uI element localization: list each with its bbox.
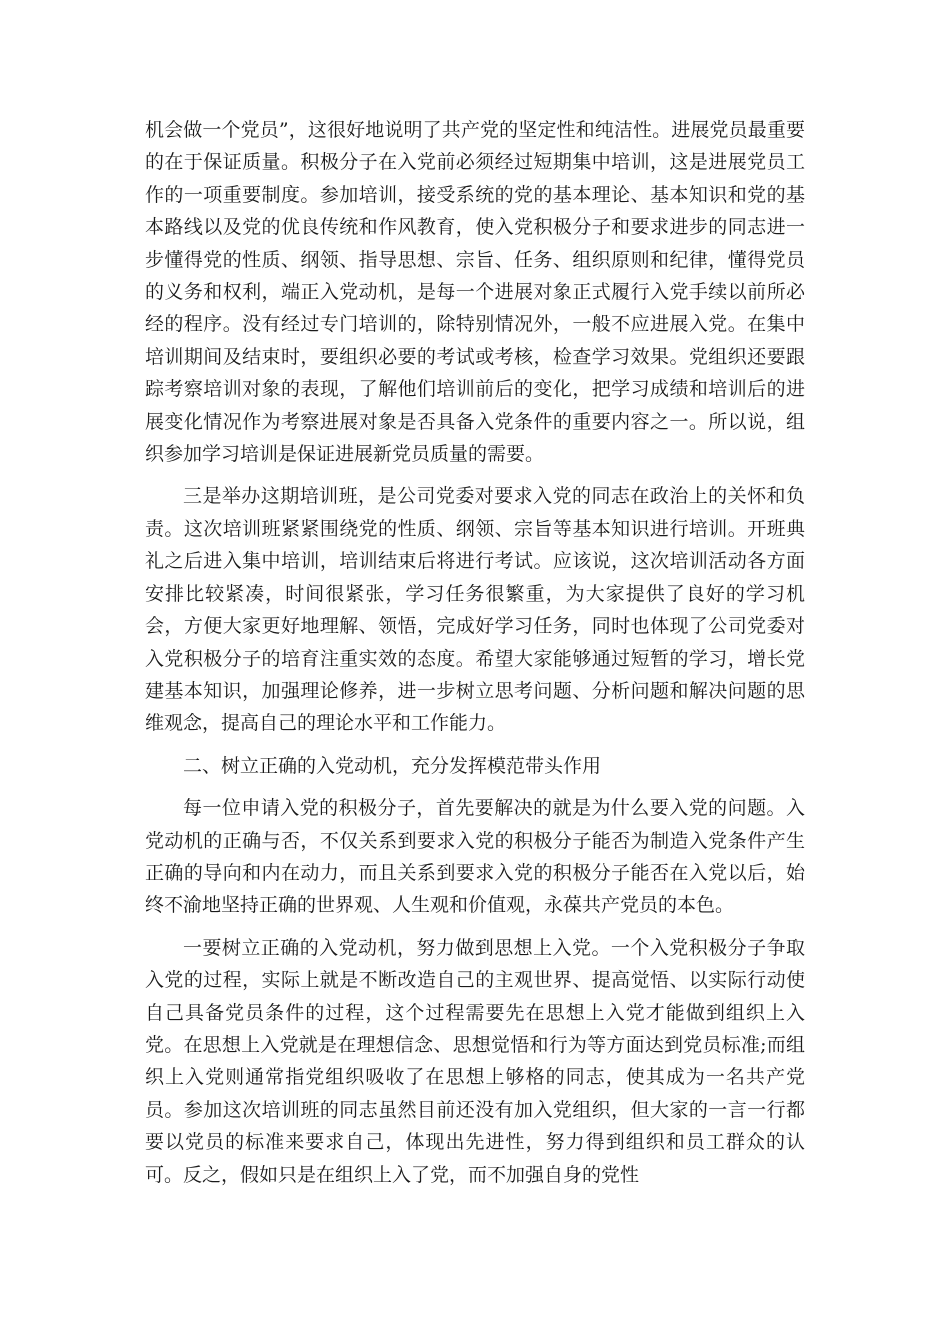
paragraph-4: 每一位申请入党的积极分子，首先要解决的就是为什么要入党的问题。入党动机的正确与否，不仅关系到要求入党的积极分子能否为制造入党条件产生正确的导向和内在动力，而且关系到要求入党的积极分子能否在入党以后，始终不渝地坚持正确的世界观、人生观和价值观，永葆共产党员的本色。	[145, 797, 805, 917]
paragraph-1: 机会做一个党员”，这很好地说明了共产党的坚定性和纯洁性。进展党员最重要的在于保证质量。积极分子在入党前必须经过短期集中培训，这是进展党员工作的一项重要制度。参加培训，接受系统的党的基本理论、基本知识和党的基本路线以及党的优良传统和作风教育，使入党积极分子和要求进步的同志进一步懂得党的性质、纲领、指导思想、宗旨、任务、组织原则和纪律，懂得党员的义务和权利，端正入党动机，是每一个进展对象正式履行入党手续以前所必经的程序。没有经过专门培训的，除特别情况外，一般不应进展入党。在集中培训期间及结束时，要组织必要的考试或考核，检查学习效果。党组织还要跟踪考察培训对象的表现，了解他们培训前后的变化，把学习成绩和培训后的进展变化情况作为考察进展对象是否具备入党条件的重要内容之一。所以说，组织参加学习培训是保证进展新党员质量的需要。	[145, 119, 805, 466]
document-page	[145, 114, 805, 1201]
paragraph-2: 三是举办这期培训班，是公司党委对要求入党的同志在政治上的关怀和负责。这次培训班紧紧围绕党的性质、纲领、宗旨等基本知识进行培训。开班典礼之后进入集中培训，培训结束后将进行考试。应该说，这次培训活动各方面安排比较紧凑，时间很紧张，学习任务很繁重，为大家提供了良好的学习机会，方便大家更好地理解、领悟，完成好学习任务，同时也体现了公司党委对入党积极分子的培育注重实效的态度。希望大家能够通过短暂的学习，增长党建基本知识，加强理论修养，进一步树立思考问题、分析问题和解决问题的思维观念，提高自己的理论水平和工作能力。	[145, 485, 805, 735]
paragraph-5: 一要树立正确的入党动机，努力做到思想上入党。一个入党积极分子争取入党的过程，实际上就是不断改造自己的主观世界、提高觉悟、以实际行动使自己具备党员条件的过程，这个过程需要先在思想上入党才能做到组织上入党。在思想上入党就是在理想信念、思想觉悟和行为等方面达到党员标准;而组织上入党则通常指党组织吸收了在思想上够格的同志，使其成为一名共产党员。参加这次培训班的同志虽然目前还没有加入党组织，但大家的一言一行都要以党员的标准来要求自己，体现出先进性，努力得到组织和员工群众的认可。反之，假如只是在组织上入了党，而不加强自身的党性	[145, 936, 805, 1186]
section-heading: 二、树立正确的入党动机，充分发挥模范带头作用	[183, 754, 602, 777]
